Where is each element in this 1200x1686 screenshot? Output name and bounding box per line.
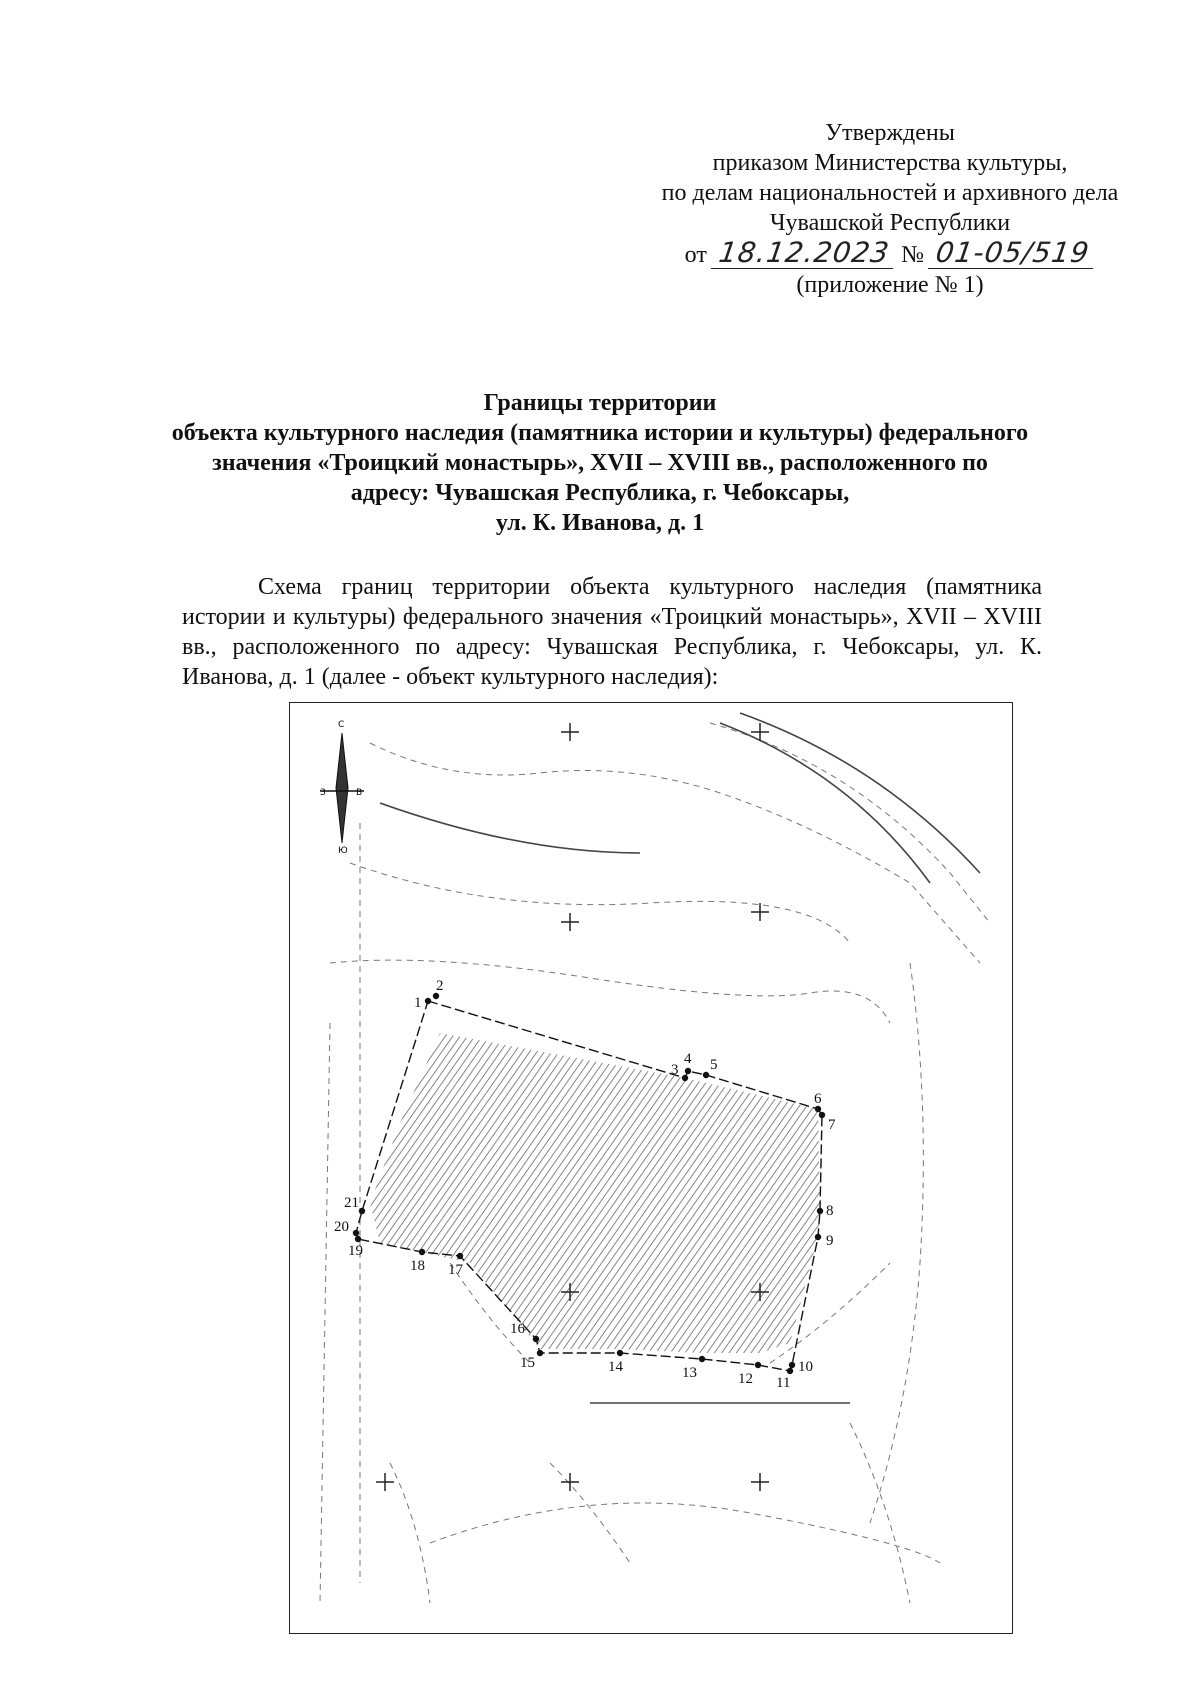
- boundary-point-marker: [682, 1075, 688, 1081]
- title-line-5: ул. К. Иванова, д. 1: [495, 510, 705, 536]
- boundary-point-label: 8: [826, 1203, 834, 1219]
- title-line-4: адресу: Чувашская Республика, г. Чебоксары,: [350, 480, 850, 506]
- boundary-point-label: 1: [414, 995, 422, 1011]
- boundary-point-marker: [789, 1362, 795, 1368]
- boundary-point-marker: [685, 1068, 691, 1074]
- boundary-point-label: 17: [448, 1262, 463, 1278]
- document-title: [160, 388, 1040, 538]
- boundary-point-marker: [359, 1208, 365, 1214]
- handwritten-date: 18.12.2023: [711, 238, 898, 269]
- boundary-point-marker: [355, 1236, 361, 1242]
- compass-west-label: З: [320, 788, 326, 798]
- boundary-point-label: 19: [348, 1243, 363, 1259]
- appendix-label: (приложение № 1): [796, 272, 984, 298]
- approval-block: [630, 118, 1150, 300]
- boundary-point-marker: [699, 1356, 705, 1362]
- title-line-2: объекта культурного наследия (памятника истории и культуры) федерального: [171, 420, 1029, 446]
- intro-paragraph: [182, 572, 1042, 692]
- approval-line-4: Чувашской Республики: [769, 210, 1011, 236]
- boundary-point-label: 9: [826, 1233, 834, 1249]
- boundary-point-label: 21: [344, 1195, 359, 1211]
- title-line-1: Границы территории: [483, 390, 717, 416]
- boundary-point-marker: [815, 1234, 821, 1240]
- boundary-point-label: 5: [710, 1057, 718, 1073]
- boundary-point-marker: [787, 1368, 793, 1374]
- boundary-point-label: 2: [436, 978, 444, 994]
- boundary-point-marker: [617, 1350, 623, 1356]
- boundary-point-label: 13: [682, 1365, 697, 1381]
- boundary-point-label: 7: [828, 1117, 836, 1133]
- boundary-point-marker: [533, 1336, 539, 1342]
- territory-hatched-area: [370, 1033, 820, 1353]
- number-label: №: [901, 242, 925, 268]
- handwritten-number: 01-05/519: [928, 238, 1098, 269]
- boundary-point-label: 4: [684, 1051, 692, 1067]
- boundary-point-label: 6: [814, 1091, 822, 1107]
- title-line-3: значения «Троицкий монастырь», XVII – XVIII вв., расположенного по: [212, 450, 988, 476]
- boundary-point-label: 11: [776, 1375, 791, 1391]
- boundary-point-label: 16: [510, 1321, 525, 1337]
- map-canvas: [290, 703, 1014, 1635]
- from-label: от: [684, 242, 707, 268]
- boundary-point-label: 18: [410, 1258, 425, 1274]
- boundary-point-marker: [457, 1253, 463, 1259]
- territory-map: [289, 702, 1013, 1634]
- boundary-point-marker: [419, 1249, 425, 1255]
- approval-line-1: Утверждены: [825, 120, 955, 146]
- boundary-point-label: 15: [520, 1355, 535, 1371]
- boundary-point-marker: [755, 1362, 761, 1368]
- boundary-point-marker: [537, 1350, 543, 1356]
- boundary-point-label: 3: [671, 1062, 679, 1078]
- boundary-point-label: 12: [738, 1371, 753, 1387]
- boundary-point-label: 14: [608, 1359, 623, 1375]
- boundary-point-marker: [425, 998, 431, 1004]
- boundary-point-marker: [819, 1112, 825, 1118]
- approval-line-2: приказом Министерства культуры,: [712, 150, 1068, 176]
- compass-south-label: Ю: [338, 846, 348, 856]
- intro-text: Схема границ территории объекта культурного наследия (памятника истории и культуры) федерального значения «Троицкий монастырь», XVII – XVIII вв., расположенного по адресу: Чувашская Республика, г. Чебоксары, ул. К. Иванова, д. 1 (далее - объект культурного наследия):: [182, 574, 1042, 690]
- boundary-point-label: 10: [798, 1359, 813, 1375]
- compass-rose: [320, 720, 364, 856]
- compass-east-label: В: [356, 788, 363, 798]
- approval-date-number-line: [630, 238, 1150, 270]
- compass-north-label: С: [338, 720, 345, 730]
- boundary-point-marker: [703, 1072, 709, 1078]
- boundary-point-label: 20: [334, 1219, 349, 1235]
- boundary-point-marker: [817, 1208, 823, 1214]
- boundary-point-marker: [353, 1230, 359, 1236]
- approval-line-3: по делам национальностей и архивного дела: [661, 180, 1119, 206]
